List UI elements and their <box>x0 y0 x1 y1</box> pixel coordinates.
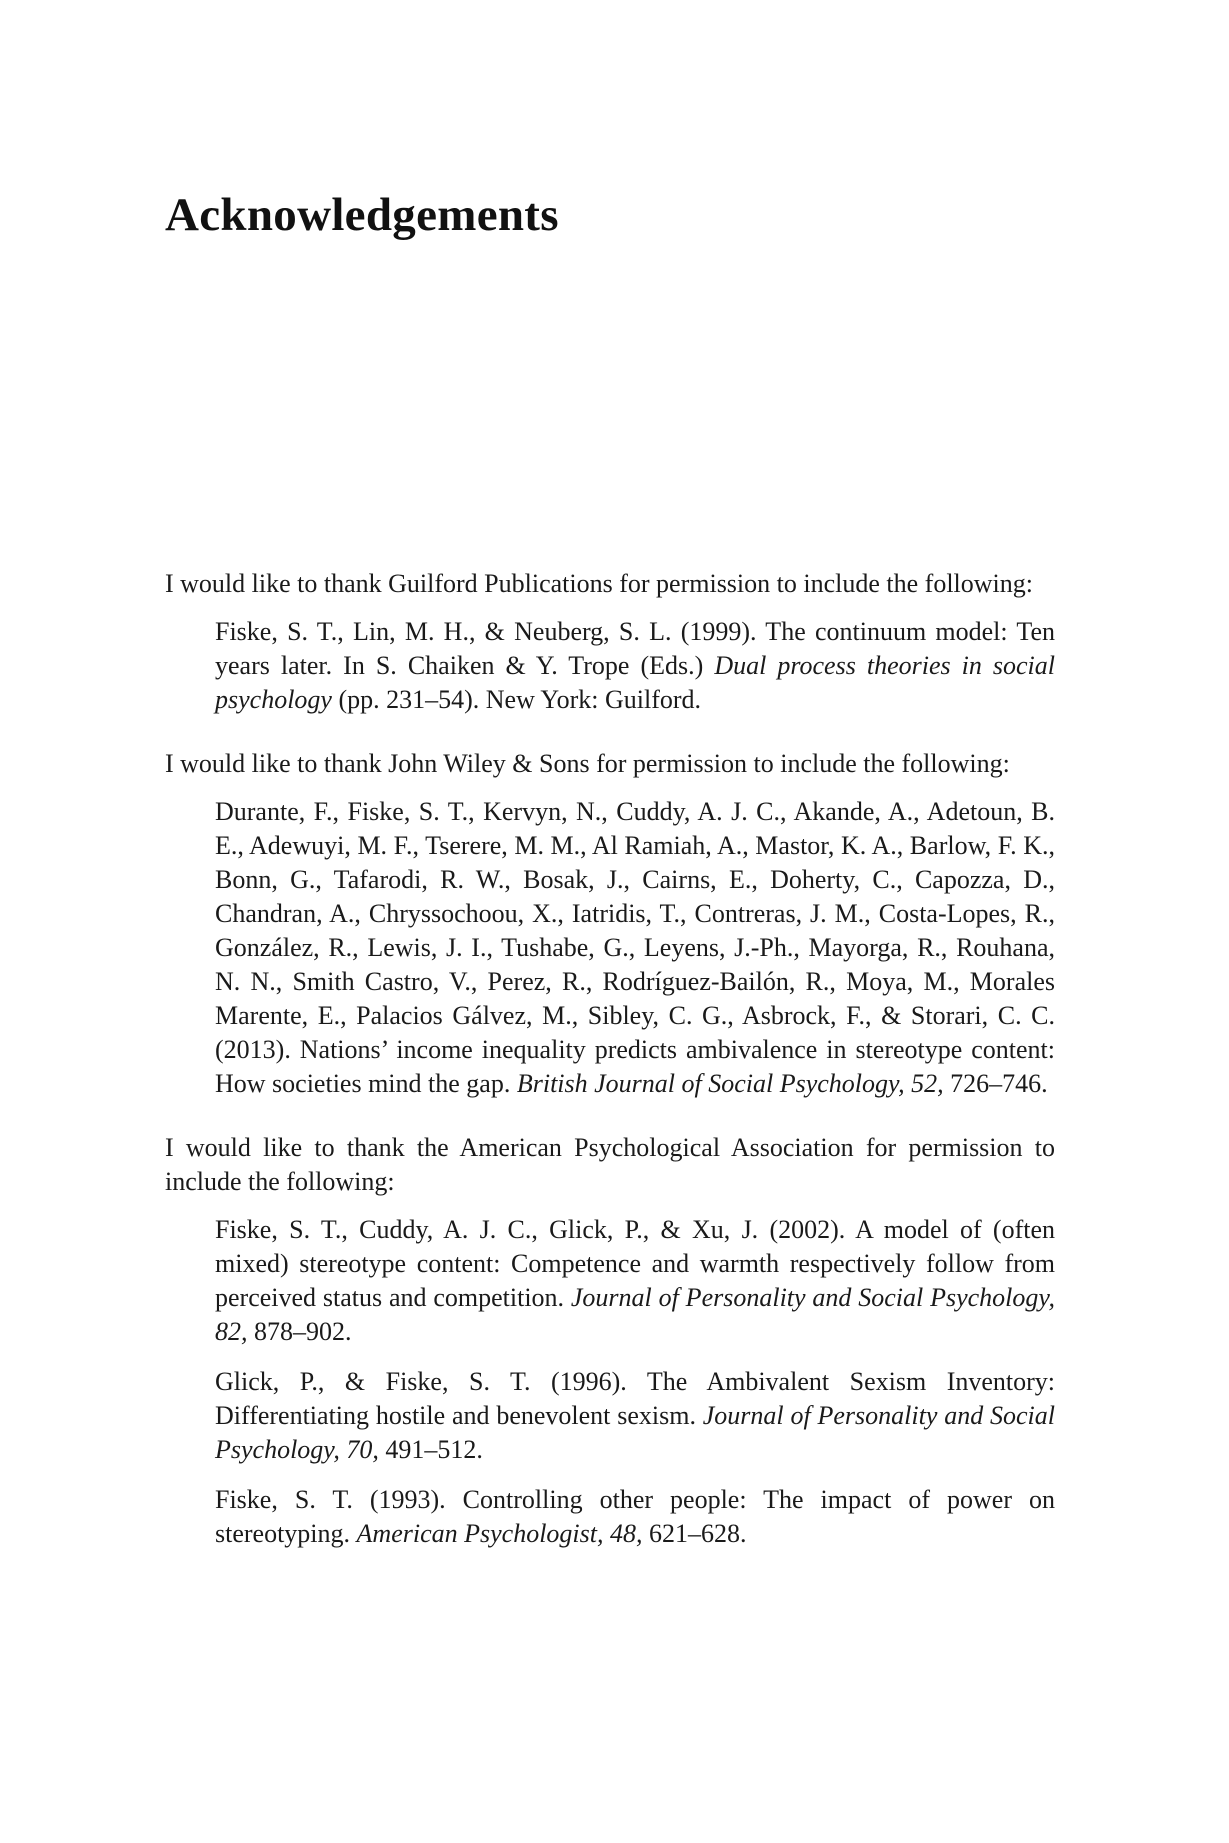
acknowledgement-intro: I would like to thank the American Psychological Association for permission to include the following: <box>165 1133 1055 1196</box>
acknowledgement-section <box>165 747 1055 1101</box>
reference-source-title: British Journal of Social Psychology, 52, <box>516 1069 944 1098</box>
reference-text: Durante, F., Fiske, S. T., Kervyn, N., Cuddy, A. J. C., Akande, A., Adetoun, B. E., Adewuyi, M. F., Tserere, M. M., Al Ramiah, A., Mastor, K. A., Barlow, F. K., Bonn, G., Tafarodi, R. W., Bosak, J., Cairns, E., Doherty, C., Capozza, D., Chandran, A., Chryssochoou, X., Iatridis, T., Contreras, J. M., Costa-Lopes, R., González, R., Lewis, J. I., Tushabe, G., Leyens, J.-Ph., Mayorga, R., Rouhana, N. N., Smith Castro, V., Perez, R., Rodríguez-Bailón, R., Moya, M., Morales Marente, E., Palacios Gálvez, M., Sibley, C. G., Asbrock, F., & Storari, C. C. (2013). Nations’ income inequality predicts ambivalence in stereotype content: How societies mind the gap. <box>215 797 1055 1098</box>
reference-pages: 726–746. <box>943 1069 1048 1098</box>
reference-pages: 878–902. <box>247 1317 352 1346</box>
reference-pages: 621–628. <box>642 1519 747 1548</box>
reference-text: Fiske, S. T. (1993). Controlling other people: The impact of power on stereotyping. <box>215 1485 1055 1548</box>
reference-source-title: American Psychologist, 48, <box>356 1519 643 1548</box>
reference-entry <box>215 1483 1055 1551</box>
reference-entry <box>215 1365 1055 1467</box>
reference-source-title: Dual process theories in social psychology <box>215 651 1056 714</box>
acknowledgements-body <box>165 567 1055 1551</box>
reference-entry <box>215 615 1055 717</box>
acknowledgement-intro: I would like to thank Guilford Publications for permission to include the following: <box>165 569 1033 598</box>
reference-entry <box>215 1213 1055 1349</box>
reference-entry <box>215 795 1055 1101</box>
acknowledgement-intro: I would like to thank John Wiley & Sons for permission to include the following: <box>165 749 1010 778</box>
acknowledgement-section <box>165 1131 1055 1551</box>
reference-text: Fiske, S. T., Lin, M. H., & Neuberg, S. L. (1999). The continuum model: Ten years later. In S. Chaiken & Y. Trope (Eds.) <box>215 617 1055 680</box>
reference-pages: 491–512. <box>378 1435 483 1464</box>
reference-pages: (pp. 231–54). New York: Guilford. <box>331 685 702 714</box>
reference-source-title: Journal of Personality and Social Psychology, 70, <box>215 1401 1055 1464</box>
reference-source-title: Journal of Personality and Social Psychology, 82, <box>215 1283 1055 1346</box>
page-title: Acknowledgements <box>165 189 559 241</box>
reference-text: Glick, P., & Fiske, S. T. (1996). The Ambivalent Sexism Inventory: Differentiating hostile and benevolent sexism. <box>215 1367 1055 1430</box>
reference-text: Fiske, S. T., Cuddy, A. J. C., Glick, P., & Xu, J. (2002). A model of (often mixed) stereotype content: Competence and warmth respectively follow from perceived status and competition. <box>215 1215 1055 1312</box>
acknowledgement-section <box>165 567 1055 717</box>
